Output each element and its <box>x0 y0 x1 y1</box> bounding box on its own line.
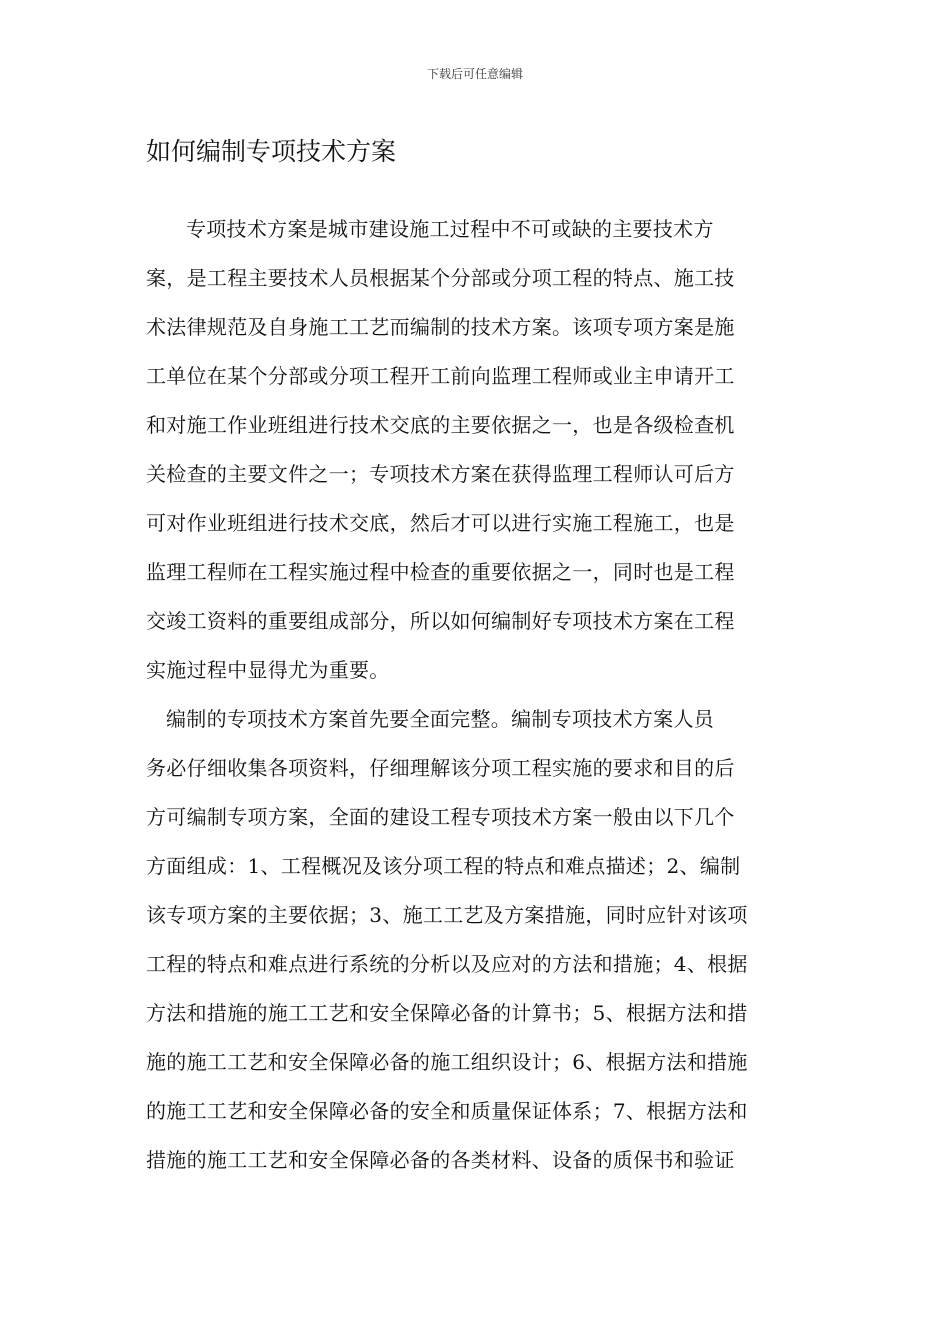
paragraph-line: 监理工程师在工程实施过程中检查的重要依据之一，同时也是工程 <box>146 560 735 584</box>
paragraph-line: 工程的特点和难点进行系统的分析以及应对的方法和措施；4、根据 <box>146 952 748 976</box>
paragraph-line: 工单位在某个分部或分项工程开工前向监理工程师或业主申请开工 <box>146 364 735 388</box>
paragraph-line: 编制的专项技术方案首先要全面完整。编制专项技术方案人员 <box>146 707 715 731</box>
paragraph-line: 专项技术方案是城市建设施工过程中不可或缺的主要技术方 <box>146 217 714 241</box>
paragraph-line: 实施过程中显得尤为重要。 <box>146 658 390 682</box>
paragraph-line: 和对施工作业班组进行技术交底的主要依据之一，也是各级检查机 <box>146 413 735 437</box>
paragraph-line: 施的施工工艺和安全保障必备的施工组织设计；6、根据方法和措施 <box>146 1050 748 1074</box>
paragraph-line: 务必仔细收集各项资料，仔细理解该分项工程实施的要求和目的后 <box>146 756 735 780</box>
paragraph-line: 案，是工程主要技术人员根据某个分部或分项工程的特点、施工技 <box>146 266 735 290</box>
paragraph-line: 的施工工艺和安全保障必备的安全和质量保证体系；7、根据方法和 <box>146 1099 748 1123</box>
paragraph-1 <box>146 205 796 695</box>
document-title: 如何编制专项技术方案 <box>146 137 397 166</box>
paragraph-line: 关检查的主要文件之一；专项技术方案在获得监理工程师认可后方 <box>146 462 735 486</box>
paragraph-line: 该专项方案的主要依据；3、施工工艺及方案措施，同时应针对该项 <box>146 903 748 927</box>
paragraph-2 <box>146 695 796 1185</box>
paragraph-line: 可对作业班组进行技术交底，然后才可以进行实施工程施工，也是 <box>146 511 735 535</box>
paragraph-line: 方面组成：1、工程概况及该分项工程的特点和难点描述；2、编制 <box>146 854 741 878</box>
paragraph-line: 交竣工资料的重要组成部分，所以如何编制好专项技术方案在工程 <box>146 609 735 633</box>
paragraph-line: 方可编制专项方案，全面的建设工程专项技术方案一般由以下几个 <box>146 805 735 829</box>
paragraph-line: 术法律规范及自身施工工艺而编制的技术方案。该项专项方案是施 <box>146 315 735 339</box>
paragraph-line: 方法和措施的施工工艺和安全保障必备的计算书；5、根据方法和措 <box>146 1001 748 1025</box>
paragraph-line: 措施的施工工艺和安全保障必备的各类材料、设备的质保书和验证 <box>146 1148 735 1172</box>
header-note: 下载后可任意编辑 <box>426 67 523 81</box>
